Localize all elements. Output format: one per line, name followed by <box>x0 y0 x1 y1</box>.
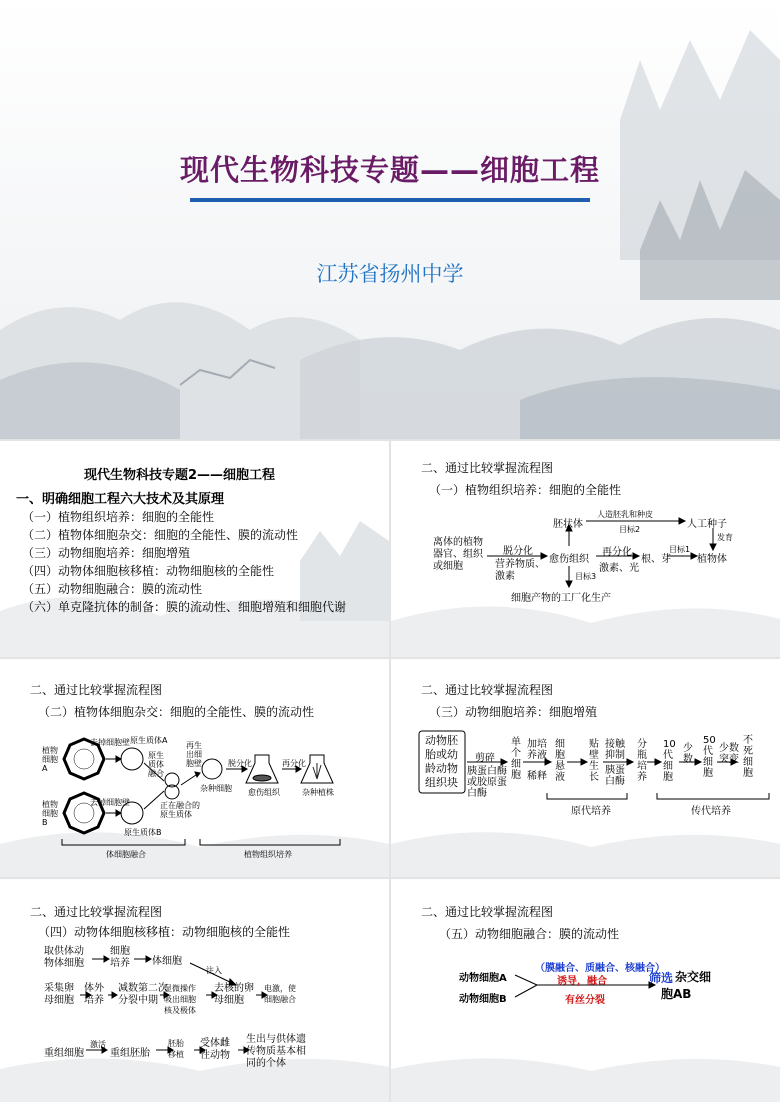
slide-heading: 二、通过比较掌握流程图 <box>30 683 163 697</box>
slide-divider <box>389 441 391 657</box>
wall-label: 再生 出细 胞壁 <box>186 741 202 768</box>
fusion-methods: （膜融合、质融合、核融合） <box>535 963 665 974</box>
cell-b-label: 植物 细胞 B <box>42 800 58 827</box>
organs-node: 根、芽 <box>641 554 671 565</box>
protoplast-b-label: 原生质体B <box>124 828 162 837</box>
enucleated-node: 去核的卵 母细胞 <box>214 983 254 1006</box>
school-name: 江苏省扬州中学 <box>316 262 464 286</box>
slide-divider <box>389 659 391 877</box>
hybrid-plant-label: 杂种植株 <box>302 788 334 797</box>
suspension-node: 细 胞 悬 液 <box>555 739 565 783</box>
goal-label: 目标1 <box>669 545 691 554</box>
step-condition: 胰蛋白酶 或胶原蛋 白酶 <box>467 766 507 799</box>
list-item: （六）单克隆抗体的制备：膜的流动性、细胞增殖和细胞代谢 <box>22 600 347 614</box>
culture-node: 细胞 培养 <box>110 946 130 969</box>
recipient-node: 受体雌 性动物 <box>200 1038 230 1061</box>
gen10-node: 10 代 细 胞 <box>663 739 676 783</box>
coat-label: 人造胚乳和种皮 <box>597 510 653 519</box>
step-condition: 激素、光 <box>599 563 639 574</box>
step-label: 电激，使 细胞融合 <box>264 984 296 1004</box>
list-item: （五）动物细胞融合：膜的流动性 <box>22 582 203 596</box>
step-label: 少数 突变 <box>719 743 739 765</box>
step-label: 脱分化 <box>228 759 252 768</box>
step-label: 加培 养液 <box>527 739 547 761</box>
hybrid-cell-shape <box>202 759 222 779</box>
phase-label: 原代培养 <box>571 806 611 817</box>
list-item: （二）植物体细胞杂交：细胞的全能性、膜的流动性 <box>22 528 299 542</box>
collect-egg-node: 采集卵 母细胞 <box>44 983 74 1006</box>
plant-somatic-hybrid-slide <box>0 659 389 877</box>
section-heading: 一、明确细胞工程六大技术及其原理 <box>16 492 225 507</box>
step-label: 稀释 <box>527 771 547 782</box>
offspring-node: 生出与供体遗 传物质基本相 同的个体 <box>246 1034 306 1069</box>
donor-node: 取供体动 物体细胞 <box>44 946 84 969</box>
adherent-node: 贴 壁 生 长 <box>589 739 599 783</box>
goal-label: 目标2 <box>619 525 641 534</box>
cell-a-label: 植物 细胞 A <box>42 746 58 773</box>
step-label: 胚胎 移植 <box>168 1039 184 1059</box>
product-node: 细胞产物的工厂化生产 <box>511 593 611 604</box>
gen50-node: 50 代 细 胞 <box>703 735 716 779</box>
immortal-node: 不 死 细 胞 <box>743 735 753 779</box>
protoplast-a-shape <box>121 748 143 770</box>
select-label: 筛选 <box>649 971 674 985</box>
hybrid-cell-label: 杂种细胞 <box>200 784 232 793</box>
animal-cell-fusion-slide <box>391 879 780 1102</box>
meiosis-node: 减数第二次 分裂中期 <box>118 983 168 1006</box>
slide-title: 现代生物科技专题2——细胞工程 <box>84 468 276 483</box>
slide-subheading: （三）动物细胞培养：细胞增殖 <box>429 705 598 719</box>
slide-heading: 二、通过比较掌握流程图 <box>421 905 554 919</box>
cell-b-node: 动物细胞B <box>459 994 507 1005</box>
step-condition: 胰蛋 白酶 <box>605 765 625 787</box>
goal-label: 目标3 <box>575 572 597 581</box>
title-underline <box>190 198 590 202</box>
subculture-node: 分 瓶 培 养 <box>637 739 647 783</box>
embryo-node: 重组胚胎 <box>110 1048 150 1059</box>
slide-subheading: （四）动物体细胞核移植：动物细胞核的全能性 <box>38 925 291 939</box>
hybrid-cell-node: 杂交细 <box>675 970 712 984</box>
fusion-label: 原生 质体 融合 <box>148 751 164 778</box>
source-tissue: 离体的植物 器官、组织 或细胞 <box>433 537 483 572</box>
step-label: 少 数 <box>683 743 693 765</box>
step-label: 再分化 <box>282 759 306 768</box>
hybrid-cell-node-line2: 胞AB <box>661 987 692 1001</box>
overview-slide <box>0 441 389 657</box>
step-condition: 营养物质、 激素 <box>495 559 545 582</box>
slide-title: 现代生物科技专题——细胞工程 <box>179 153 600 187</box>
step-label: 脱分化 <box>503 546 533 557</box>
merging-label: 正在融合的 原生质体 <box>160 801 200 819</box>
mitosis-label: 有丝分裂 <box>565 995 605 1006</box>
source-tissue: 动物胚 胎或幼 龄动物 组织块 <box>425 734 458 789</box>
nuclear-transfer-slide <box>0 879 389 1102</box>
protoplast-a-label: 原生质体A <box>130 736 168 745</box>
list-item: （三）动物细胞培养：细胞增殖 <box>22 546 191 560</box>
somatic-hybrid-diagram <box>0 659 389 877</box>
list-item: （一）植物组织培养：细胞的全能性 <box>22 510 215 524</box>
list-item: （四）动物体细胞核移植：动物细胞核的全能性 <box>22 564 275 578</box>
slide-heading: 二、通过比较掌握流程图 <box>421 683 554 697</box>
single-cell-node: 单 个 细 胞 <box>511 737 521 781</box>
recombined-node: 重组细胞 <box>44 1048 84 1059</box>
animal-cell-culture-slide <box>391 659 780 877</box>
phase-label: 传代培养 <box>691 806 731 817</box>
seed-node: 人工种子 <box>687 519 727 530</box>
step-label: 接触 抑制 <box>605 739 625 761</box>
embryoid-node: 胚状体 <box>553 519 583 530</box>
plant-tissue-culture-slide <box>391 441 780 657</box>
inject-label: 注入 <box>206 966 222 975</box>
slide-subheading: （五）动物细胞融合：膜的流动性 <box>439 927 620 941</box>
title-slide <box>0 0 780 440</box>
callus-label: 愈伤组织 <box>248 788 280 797</box>
phase-label: 体细胞融合 <box>106 850 146 859</box>
plant-node: 植物体 <box>697 554 727 565</box>
step-label: 体外 培养 <box>84 983 104 1006</box>
slide-heading: 二、通过比较掌握流程图 <box>421 461 554 475</box>
step-label: 再分化 <box>602 547 632 558</box>
slide-subheading: （二）植物体细胞杂交：细胞的全能性、膜的流动性 <box>38 705 315 719</box>
ink-landscape-background <box>0 0 780 440</box>
slide-heading: 二、通过比较掌握流程图 <box>30 905 163 919</box>
step-label: 去掉细胞壁 <box>90 798 130 807</box>
callus-node: 愈伤组织 <box>549 554 589 565</box>
step-label: 去掉细胞壁 <box>90 738 130 747</box>
slide-subheading: （一）植物组织培养：细胞的全能性 <box>429 483 622 497</box>
slide-divider <box>389 879 391 1102</box>
step-label: 剪碎 <box>475 753 495 764</box>
cell-a-node: 动物细胞A <box>459 973 507 984</box>
step-label: 激活 <box>90 1040 106 1049</box>
develop-label: 发育 <box>717 533 733 542</box>
somatic-node: 体细胞 <box>152 956 182 967</box>
phase-label: 植物组织培养 <box>244 850 292 859</box>
induce-label: 诱导，融合 <box>557 976 607 987</box>
step-label: 显微操作 吸出细胞 核及极体 <box>164 984 196 1015</box>
